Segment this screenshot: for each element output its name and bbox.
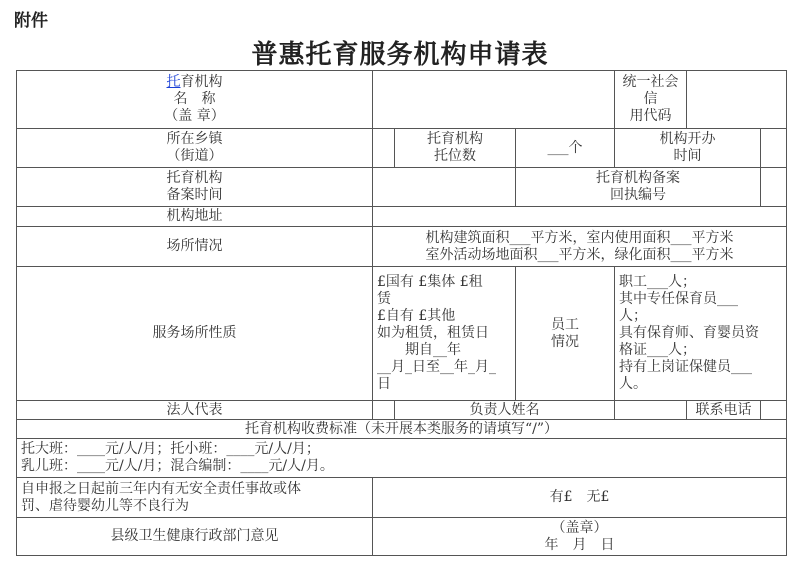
staff-info-field[interactable]: 职工___人； 其中专任保育员___ 人； 具有保育师、育婴员资 格证___人； 持有上岗证保健员___ 人。 [615, 267, 787, 401]
county-opinion-field[interactable] [373, 518, 787, 556]
record-time-field[interactable] [373, 168, 516, 207]
phone-label: 联系电话 [687, 401, 761, 420]
capacity-field[interactable]: ___个 [516, 129, 615, 168]
county-opinion-label: 县级卫生健康行政部门意见 [17, 518, 373, 556]
application-form-table [16, 70, 787, 556]
opening-time-label: 机构开办 时间 [615, 129, 761, 168]
safety-record-options[interactable]: 有£ 无£ [373, 478, 787, 518]
manager-label: 负责人姓名 [395, 401, 615, 420]
row-fee-title [17, 420, 787, 439]
fee-standard-title: 托育机构收费标准（未开展本类服务的请填写“/”） [17, 420, 787, 439]
town-label: 所在乡镇 （街道） [17, 129, 373, 168]
row-legal [17, 401, 787, 420]
staff-label: 员工 情况 [516, 267, 615, 401]
row-site [17, 227, 787, 267]
row-opinion [17, 518, 787, 556]
fee-standard-field[interactable]: 托大班：____元/人/月；托小班：____元/人/月； 乳儿班：____元/人/月；混合编制：____元/人/月。 [17, 439, 787, 478]
row-fee-lines [17, 439, 787, 478]
institution-name-field[interactable] [373, 71, 615, 129]
site-area-field[interactable]: 机构建筑面积___平方米，室内使用面积___平方米 室外活动场地面积___平方米，绿化面积___平方米 [373, 227, 787, 267]
name-label-link[interactable]: 托 [166, 74, 181, 90]
capacity-label: 托育机构 托位数 [395, 129, 516, 168]
row-safety [17, 478, 787, 518]
opinion-date: 年 月 日 [544, 536, 615, 553]
legal-rep-field[interactable] [373, 401, 395, 420]
row-location [17, 129, 787, 168]
row-address [17, 207, 787, 227]
nature-options[interactable]: £国有 £集体 £租 赁 £自有 £其他 如为租赁，租赁日 期自__年 __月_日至__年_月_ 日 [373, 267, 516, 401]
attachment-label: 附件 [14, 11, 48, 31]
nature-label: 服务场所性质 [17, 267, 373, 401]
manager-field[interactable] [615, 401, 687, 420]
row-institution-name [17, 71, 787, 129]
page-title: 普惠托育服务机构申请表 [251, 40, 549, 70]
address-label: 机构地址 [17, 207, 373, 227]
receipt-number-label: 托育机构备案 回执编号 [516, 168, 761, 207]
credit-code-field[interactable] [687, 71, 787, 129]
row-record [17, 168, 787, 207]
opinion-stamp: （盖章） [551, 519, 608, 536]
safety-record-label: 自申报之日起前三年内有无安全责任事故或体 罚、虐待婴幼儿等不良行为 [17, 478, 373, 518]
receipt-number-field[interactable] [761, 168, 787, 207]
record-time-label: 托育机构 备案时间 [17, 168, 373, 207]
credit-code-label: 统一社会信 用代码 [615, 71, 687, 129]
site-label: 场所情况 [17, 227, 373, 267]
phone-field[interactable] [761, 401, 787, 420]
town-field[interactable] [373, 129, 395, 168]
row-nature [17, 267, 787, 401]
institution-name-label: 托育机构 名 称 （盖 章） [17, 71, 373, 129]
opening-time-field[interactable] [761, 129, 787, 168]
legal-rep-label: 法人代表 [17, 401, 373, 420]
address-field[interactable] [373, 207, 787, 227]
